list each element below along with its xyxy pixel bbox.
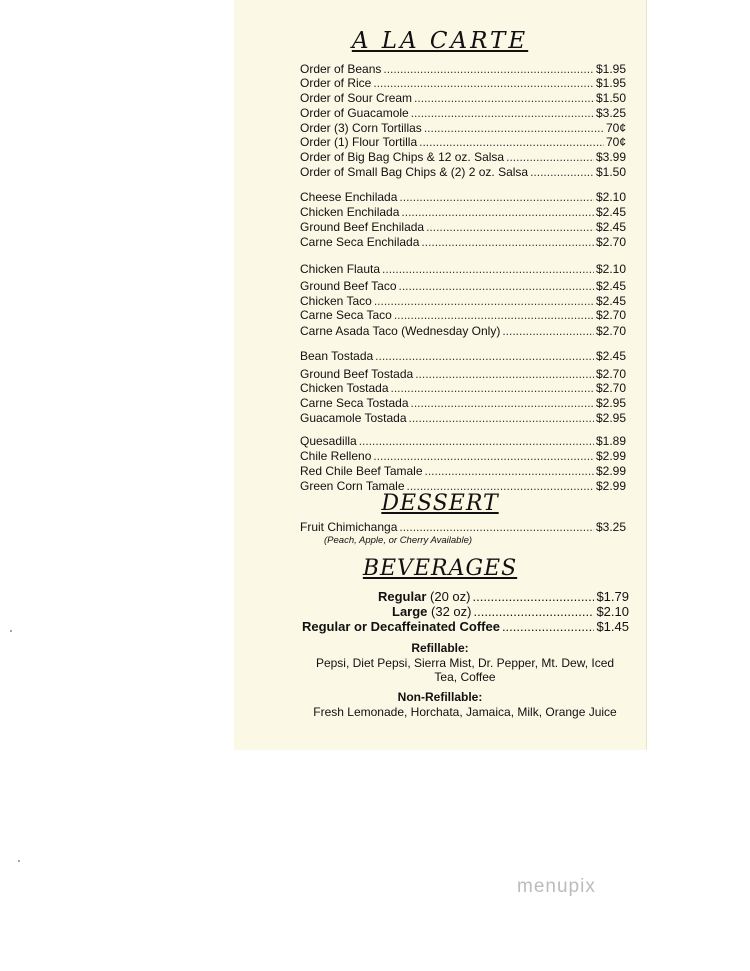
menu-item: Chicken Enchilada ..... $2.45 bbox=[300, 205, 626, 219]
menu-item: Carne Seca Taco ..... $2.70 bbox=[300, 308, 626, 322]
refillable-label: Refillable: bbox=[411, 641, 469, 655]
dessert-item: Fruit Chimichanga ..... $3.25 bbox=[300, 520, 626, 534]
menu-item: Ground Beef Tostada ..... $2.70 bbox=[300, 367, 626, 381]
menu-item: Order of Sour Cream ..... $1.50 bbox=[300, 91, 626, 105]
a-la-carte-heading: A LA CARTE bbox=[351, 28, 529, 54]
menu-item: Carne Seca Enchilada ..... $2.70 bbox=[300, 235, 626, 249]
beverage-item: Regular or Decaffeinated Coffee ..... $1.45 bbox=[302, 619, 629, 634]
menu-item: Order of Big Bag Chips & 12 oz. Salsa ..... $3.99 bbox=[300, 150, 626, 164]
menu-item: Order of Small Bag Chips & (2) 2 oz. Salsa ..... $1.50 bbox=[300, 165, 626, 179]
menu-page bbox=[234, 0, 647, 750]
menu-item: Guacamole Tostada ..... $2.95 bbox=[300, 411, 626, 425]
menupix-watermark: menupix bbox=[517, 876, 596, 897]
menu-item: Carne Seca Tostada ..... $2.95 bbox=[300, 396, 626, 410]
menu-item: Chicken Taco ..... $2.45 bbox=[300, 294, 626, 308]
menu-item: Chicken Flauta ..... $2.10 bbox=[300, 262, 626, 276]
beverage-item: Large (32 oz) ..... $2.10 bbox=[392, 604, 629, 619]
menu-item: Bean Tostada ..... $2.45 bbox=[300, 349, 626, 363]
menu-item: Red Chile Beef Tamale ..... $2.99 bbox=[300, 464, 626, 478]
dessert-note: (Peach, Apple, or Cherry Available) bbox=[324, 535, 473, 546]
beverages-heading: BEVERAGES bbox=[362, 556, 518, 581]
refillable-list: Pepsi, Diet Pepsi, Sierra Mist, Dr. Pepper, Mt. Dew, Iced Tea, Coffee bbox=[315, 656, 615, 684]
beverage-item: Regular (20 oz) ..... $1.79 bbox=[378, 589, 629, 604]
menu-item: Ground Beef Taco ..... $2.45 bbox=[300, 279, 626, 293]
scan-speck bbox=[10, 630, 12, 632]
scan-speck bbox=[18, 860, 20, 862]
menu-item: Order of Guacamole ..... $3.25 bbox=[300, 106, 626, 120]
menu-item: Quesadilla ..... $1.89 bbox=[300, 434, 626, 448]
menu-item: Cheese Enchilada ..... $2.10 bbox=[300, 190, 626, 204]
menu-item: Order (3) Corn Tortillas ..... 70¢ bbox=[300, 121, 626, 135]
menu-item: Chile Relleno ..... $2.99 bbox=[300, 449, 626, 463]
non-refillable-label: Non-Refillable: bbox=[397, 690, 483, 704]
non-refillable-list: Fresh Lemonade, Horchata, Jamaica, Milk, Orange Juice bbox=[313, 705, 617, 719]
menu-item: Chicken Tostada ..... $2.70 bbox=[300, 381, 626, 395]
menu-item: Order (1) Flour Tortilla ..... 70¢ bbox=[300, 135, 626, 149]
menu-item: Order of Beans ..... $1.95 bbox=[300, 62, 626, 76]
menu-item: Green Corn Tamale ..... $2.99 bbox=[300, 479, 626, 493]
dessert-heading: DESSERT bbox=[381, 491, 499, 516]
menu-item: Order of Rice ..... $1.95 bbox=[300, 76, 626, 90]
menu-item: Carne Asada Taco (Wednesday Only) ..... $2.70 bbox=[300, 324, 626, 338]
menu-item: Ground Beef Enchilada ..... $2.45 bbox=[300, 220, 626, 234]
